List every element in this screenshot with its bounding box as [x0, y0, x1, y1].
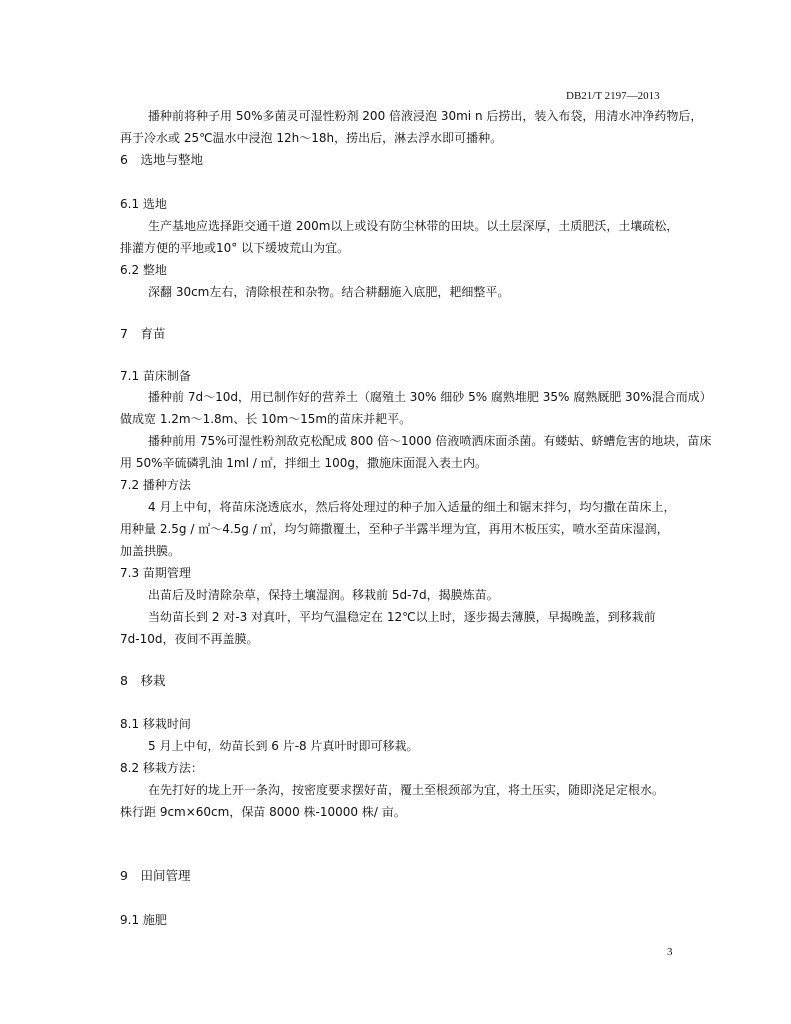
section-7-heading: 7 育苗 [120, 326, 166, 341]
subsection-8-2-heading: 8.2 移栽方法： [120, 761, 203, 775]
site-selection-line-2: 排灌方便的平地或10° 以下缓坡荒山为宜。 [120, 241, 350, 255]
seedling-management-line-3: 7d-10d，夜间不再盖膜。 [120, 632, 259, 646]
subsection-7-1-heading: 7.1 苗床制备 [120, 369, 191, 383]
subsection-8-1-heading: 8.1 移栽时间 [120, 717, 191, 731]
page-number: 3 [667, 946, 673, 958]
seedbed-preparation-line-1: 播种前 7d～10d，用已制作好的营养土（腐殖土 30% 细砂 5% 腐熟堆肥 35% 腐熟厩肥 30%混合而成） [148, 390, 712, 404]
sowing-method-line-3: 加盖拱膜。 [120, 544, 181, 558]
seedbed-preparation-line-2: 做成宽 1.2m～1.8m、长 10m～15m的苗床并耙平。 [120, 412, 412, 426]
section-8-heading: 8 移栽 [120, 673, 166, 688]
subsection-7-2-heading: 7.2 播种方法 [120, 478, 191, 492]
transplant-method-line-2: 株行距 9cm×60cm，保苗 8000 株-10000 株/ 亩。 [120, 805, 406, 819]
seedbed-disinfection-line-1: 播种前用 75%可湿性粉剂敌克松配成 800 倍～1000 倍液喷洒床面杀菌。有蝼蛄、蛴螬危害的地块，苗床 [148, 434, 712, 448]
sowing-method-line-2: 用种量 2.5g / ㎡～4.5g / ㎡，均匀筛撒覆土，至种子半露半埋为宜，再用木板压实，喷水至苗床湿润， [120, 522, 669, 536]
transplant-time-line: 5 月上中旬，幼苗长到 6 片-8 片真叶时即可移栽。 [148, 739, 419, 753]
seed-treatment-paragraph-line-2: 再于冷水或 25℃温水中浸泡 12h～18h，捞出后，淋去浮水即可播种。 [120, 131, 503, 145]
transplant-method-line-1: 在先打好的垅上开一条沟，按密度要求摆好苗，覆土至根颈部为宜，将土压实，随即浇足定根水。 [148, 783, 665, 797]
subsection-7-3-heading: 7.3 苗期管理 [120, 566, 191, 580]
subsection-6-1-heading: 6.1 选地 [120, 197, 167, 211]
standard-code-header: DB21/T 2197—2013 [566, 90, 660, 102]
section-6-heading: 6 选地与整地 [120, 152, 203, 167]
land-preparation-line: 深翻 30cm左右，清除根茬和杂物。结合耕翻施入底肥，耙细整平。 [148, 285, 510, 299]
subsection-9-1-heading: 9.1 施肥 [120, 913, 167, 927]
seedbed-disinfection-line-2: 用 50%辛硫磷乳油 1ml / ㎡，拌细土 100g，撒施床面混入表土内。 [120, 456, 487, 470]
subsection-6-2-heading: 6.2 整地 [120, 263, 167, 277]
section-9-heading: 9 田间管理 [120, 868, 191, 883]
site-selection-line-1: 生产基地应选择距交通干道 200m以上或设有防尘林带的田块。以土层深厚，土质肥沃，土壤疏松， [148, 219, 679, 233]
seedling-management-line-1: 出苗后及时清除杂草，保持土壤湿润。移栽前 5d-7d，揭膜炼苗。 [148, 588, 499, 602]
sowing-method-line-1: 4 月上中旬，将苗床浇透底水，然后将处理过的种子加入适量的细土和锯末拌匀，均匀撒在苗床上， [148, 500, 676, 514]
seed-treatment-paragraph-line-1: 播种前将种子用 50%多菌灵可湿性粉剂 200 倍液浸泡 30mi n 后捞出，装入布袋，用清水冲净药物后， [148, 109, 703, 123]
seedling-management-line-2: 当幼苗长到 2 对-3 对真叶，平均气温稳定在 12℃以上时，逐步揭去薄膜，早揭晚盖，到移栽前 [148, 610, 656, 624]
